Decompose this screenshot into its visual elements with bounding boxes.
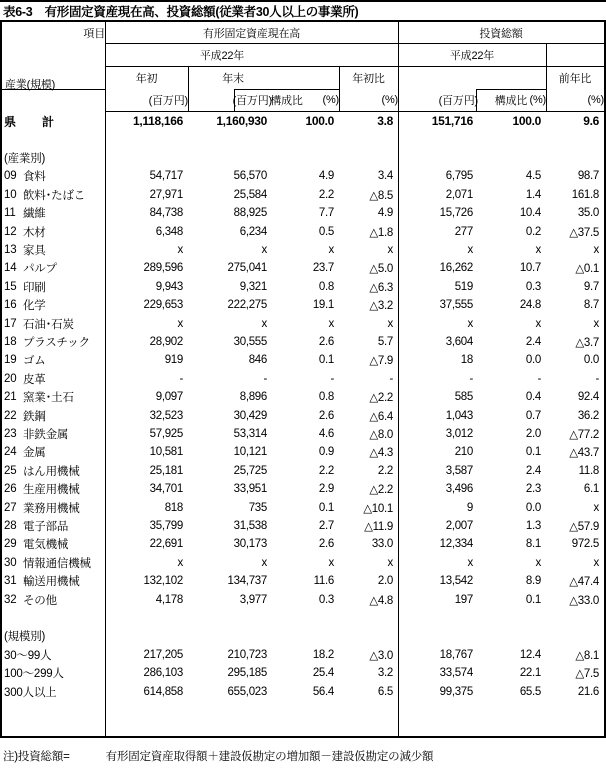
- table-cell: 12,334: [439, 538, 473, 551]
- table-cell: 295,185: [227, 667, 267, 680]
- row-label: 18 プラスチック: [4, 335, 90, 349]
- table-cell: 2,071: [445, 188, 473, 201]
- table-cell: △8.1: [575, 649, 599, 662]
- table-cell: △33.0: [569, 594, 599, 607]
- table-cell: 56.4: [312, 685, 334, 698]
- header-unit-begin-ratio: (%): [381, 94, 398, 106]
- table-cell: 655,023: [227, 685, 267, 698]
- row-label: 26 生産用機械: [4, 483, 80, 497]
- table-cell: △3.7: [575, 336, 599, 349]
- table-cell: 0.9: [318, 446, 334, 459]
- table-cell: 10.4: [519, 207, 541, 220]
- row-label: 24 金属: [4, 446, 46, 460]
- table-cell: 0.1: [318, 501, 334, 514]
- table-cell: △47.4: [569, 576, 599, 589]
- table-cell: 0.4: [525, 391, 541, 404]
- row-label: 27 業務用機械: [4, 501, 80, 515]
- table-cell: 25,725: [233, 464, 267, 477]
- table-cell: 2.6: [318, 538, 334, 551]
- row-label: 23 非鉄金属: [4, 427, 69, 441]
- table-cell: 16,262: [439, 262, 473, 275]
- table-cell: 8,896: [239, 391, 267, 404]
- header-col-prev-ratio: 前年比: [558, 72, 592, 85]
- table-cell: 10,121: [233, 446, 267, 459]
- table-cell: 1,043: [445, 409, 473, 422]
- table-cell: x: [593, 317, 599, 330]
- table-cell: 972.5: [571, 538, 599, 551]
- table-cell: 3.8: [377, 114, 393, 129]
- table-cell: 6.1: [583, 483, 599, 496]
- table-cell: △8.0: [369, 428, 393, 441]
- row-label: 29 電気機械: [4, 538, 69, 552]
- table-cell: 2.9: [318, 483, 334, 496]
- table-cell: 100.0: [305, 114, 334, 129]
- table-cell: x: [467, 243, 473, 256]
- industry-row: [2, 572, 604, 590]
- row-label: 11 繊維: [4, 207, 46, 221]
- table-cell: 9,097: [155, 391, 183, 404]
- table-cell: 846: [248, 354, 267, 367]
- table-cell: △4.8: [369, 594, 393, 607]
- table-cell: x: [328, 317, 334, 330]
- total-row: [2, 112, 604, 130]
- table-cell: x: [261, 556, 267, 569]
- header-col-begin-ratio: 年初比: [352, 72, 385, 85]
- table-cell: 2.6: [318, 335, 334, 348]
- table-cell: x: [535, 556, 541, 569]
- industry-row: [2, 167, 604, 185]
- table-cell: x: [467, 317, 473, 330]
- scale-row: [2, 664, 604, 682]
- industry-row: [2, 278, 604, 296]
- table-cell: 0.8: [318, 391, 334, 404]
- row-label: 25 はん用機械: [4, 464, 80, 478]
- table-cell: 4,178: [155, 593, 183, 606]
- table-cell: 3.4: [377, 170, 393, 183]
- table-cell: 36.2: [577, 409, 599, 422]
- header-group-investment: 投資総額: [479, 27, 523, 40]
- table-cell: 4.6: [318, 427, 334, 440]
- table-cell: 277: [454, 225, 473, 238]
- table-cell: 8.7: [583, 299, 599, 312]
- row-label: 32 その他: [4, 593, 57, 607]
- table-cell: 15,726: [439, 207, 473, 220]
- table-cell: 30,429: [233, 409, 267, 422]
- table-cell: 0.8: [318, 280, 334, 293]
- industry-row: [2, 535, 604, 553]
- table-cell: 919: [164, 354, 183, 367]
- table-cell: 1.4: [525, 188, 541, 201]
- industry-row: [2, 296, 604, 314]
- table-body: [2, 112, 604, 736]
- table-cell: 35,799: [149, 519, 183, 532]
- industry-row: [2, 351, 604, 369]
- table-cell: 11.8: [578, 464, 599, 477]
- table-cell: 3,604: [445, 335, 473, 348]
- table-cell: 0.0: [525, 501, 541, 514]
- table-cell: △5.0: [369, 263, 393, 276]
- table-cell: △3.2: [369, 300, 393, 313]
- table-cell: 134,737: [227, 575, 267, 588]
- table-cell: 100.0: [512, 114, 541, 129]
- table-cell: 0.1: [318, 354, 334, 367]
- table-cell: 33.0: [371, 538, 393, 551]
- table-cell: 4.9: [377, 207, 393, 220]
- table-cell: 614,858: [143, 685, 183, 698]
- header-col-end: 年末: [222, 72, 244, 85]
- table-cell: x: [387, 317, 393, 330]
- table-cell: △77.2: [569, 428, 599, 441]
- table-cell: 0.0: [525, 354, 541, 367]
- table-cell: -: [389, 372, 393, 385]
- row-label: 300人以上: [4, 686, 57, 699]
- table-cell: 53,314: [233, 427, 267, 440]
- table-cell: 2.3: [525, 483, 541, 496]
- table-cell: 21.6: [577, 685, 599, 698]
- table-cell: 210,723: [227, 648, 267, 661]
- table-cell: 18.2: [312, 648, 334, 661]
- row-label: 28 電子部品: [4, 519, 69, 533]
- table-cell: 132,102: [143, 575, 183, 588]
- table-title-bar: [0, 0, 606, 22]
- table-cell: 98.7: [577, 170, 599, 183]
- table-cell: 0.2: [525, 225, 541, 238]
- industry-row: [2, 204, 604, 222]
- table-cell: 18: [460, 354, 473, 367]
- industry-row: [2, 498, 604, 516]
- table-cell: 2,007: [445, 519, 473, 532]
- footnote-label: 注)投資総額=: [3, 750, 70, 763]
- table-cell: △7.5: [575, 668, 599, 681]
- table-cell: △6.3: [369, 281, 393, 294]
- table-cell: 37,555: [439, 299, 473, 312]
- table-cell: 3,012: [445, 427, 473, 440]
- table-cell: 9,943: [155, 280, 183, 293]
- table-cell: 65.5: [519, 685, 541, 698]
- table-cell: 32,523: [149, 409, 183, 422]
- table-cell: 12.4: [519, 648, 541, 661]
- industry-row: [2, 406, 604, 424]
- section-header-scale: [2, 627, 604, 645]
- table-cell: △8.5: [369, 189, 393, 202]
- row-label: (規模別): [4, 631, 46, 644]
- row-label: (産業別): [4, 152, 46, 165]
- row-label: 16 化学: [4, 299, 46, 313]
- table-cell: 6.5: [377, 685, 393, 698]
- table-cell: 9.6: [583, 114, 599, 129]
- table-cell: 286,103: [143, 667, 183, 680]
- table-cell: 2.2: [377, 464, 393, 477]
- table-cell: x: [535, 317, 541, 330]
- table-grid: [0, 22, 606, 738]
- table-cell: x: [387, 243, 393, 256]
- table-cell: 3,496: [445, 483, 473, 496]
- header-group-assets: 有形固定資産現在高: [202, 27, 301, 40]
- header-item-label: 項目: [83, 27, 105, 40]
- table-cell: 99,375: [439, 685, 473, 698]
- table-cell: 33,574: [439, 667, 473, 680]
- table-cell: 19.1: [312, 299, 334, 312]
- table-header: [2, 22, 604, 112]
- header-unit-share-investment: (%): [529, 94, 546, 106]
- table-cell: 27,971: [149, 188, 183, 201]
- header-unit-share-assets: (%): [322, 94, 339, 106]
- table-cell: 10,581: [149, 446, 183, 459]
- header-unit-end: (百万円): [232, 95, 272, 107]
- table-cell: 88,925: [233, 207, 267, 220]
- header-col-begin: 年初: [135, 72, 158, 85]
- table-cell: 8.9: [525, 575, 541, 588]
- table-cell: 34,701: [149, 483, 183, 496]
- row-label: 14 パルプ: [4, 262, 57, 276]
- table-cell: x: [177, 317, 183, 330]
- table-cell: 22,691: [149, 538, 183, 551]
- table-cell: 56,570: [233, 170, 267, 183]
- table-cell: △57.9: [569, 520, 599, 533]
- table-cell: 22.1: [519, 667, 541, 680]
- footnote: [0, 738, 606, 773]
- table-cell: 25,584: [233, 188, 267, 201]
- table-cell: 229,653: [143, 299, 183, 312]
- table-cell: 0.1: [525, 593, 541, 606]
- table-cell: 6,348: [155, 225, 183, 238]
- industry-row: [2, 314, 604, 332]
- industry-row: [2, 517, 604, 535]
- table-cell: 18,767: [439, 648, 473, 661]
- table-cell: 92.4: [577, 391, 599, 404]
- table-cell: 6,795: [445, 170, 473, 183]
- table-cell: 222,275: [227, 299, 267, 312]
- table-cell: △3.0: [369, 649, 393, 662]
- table-cell: 24.8: [519, 299, 541, 312]
- row-label: 17 石油･石炭: [4, 317, 74, 331]
- industry-row: [2, 590, 604, 608]
- industry-row: [2, 462, 604, 480]
- industry-row: [2, 554, 604, 572]
- industry-row: [2, 186, 604, 204]
- page-title: 表6-3 有形固定資産現在高、投資総額(従業者30人以上の事業所): [3, 5, 359, 19]
- table-cell: x: [593, 501, 599, 514]
- table-cell: 54,717: [149, 170, 183, 183]
- row-label: 15 印刷: [4, 280, 46, 294]
- table-cell: △2.2: [369, 392, 393, 405]
- table-cell: -: [537, 372, 541, 385]
- table-cell: 1,160,930: [216, 114, 267, 129]
- row-label: 100〜299人: [4, 668, 64, 681]
- table-cell: 197: [454, 593, 473, 606]
- scale-row: [2, 646, 604, 664]
- row-label: 31 輸送用機械: [4, 575, 80, 589]
- row-label: 09 食料: [4, 170, 46, 184]
- footnote-text: 有形固定資産取得額＋建設仮勘定の増加額－建設仮勘定の減少額: [105, 750, 434, 763]
- table-cell: 9: [466, 501, 473, 514]
- header-unit-investment: (百万円): [438, 95, 478, 107]
- table-cell: 0.3: [525, 280, 541, 293]
- industry-row: [2, 241, 604, 259]
- row-label: 19 ゴム: [4, 354, 46, 368]
- table-cell: -: [179, 372, 183, 385]
- row-label: 13 家具: [4, 243, 46, 257]
- table-cell: 2.0: [525, 427, 541, 440]
- table-cell: 3,587: [445, 464, 473, 477]
- table-cell: 5.7: [377, 335, 393, 348]
- industry-row: [2, 259, 604, 277]
- table-cell: x: [593, 556, 599, 569]
- table-cell: 3.2: [377, 667, 393, 680]
- scale-row: [2, 682, 604, 700]
- row-label: 10 飲料･たばこ: [4, 188, 86, 202]
- row-label: 30 情報通信機械: [4, 556, 91, 570]
- table-cell: △43.7: [569, 447, 599, 460]
- table-cell: 2.2: [318, 188, 334, 201]
- table-cell: △0.1: [575, 263, 599, 276]
- header-col-share-investment: 構成比: [494, 95, 528, 107]
- industry-row: [2, 370, 604, 388]
- table-cell: 2.2: [318, 464, 334, 477]
- table-cell: 275,041: [227, 262, 267, 275]
- table-cell: 1,118,166: [132, 114, 183, 129]
- table-cell: 519: [454, 280, 473, 293]
- table-cell: △2.2: [369, 484, 393, 497]
- table-cell: △10.1: [363, 502, 393, 515]
- table-cell: x: [177, 243, 183, 256]
- table-cell: 4.9: [318, 170, 334, 183]
- table-cell: x: [387, 556, 393, 569]
- table-cell: 0.0: [583, 354, 599, 367]
- table-cell: x: [261, 317, 267, 330]
- table-cell: -: [595, 372, 599, 385]
- table-cell: △6.4: [369, 410, 393, 423]
- table-cell: -: [469, 372, 473, 385]
- table-cell: 3,977: [239, 593, 267, 606]
- table-cell: 33,951: [233, 483, 267, 496]
- row-label: 21 窯業･土石: [4, 391, 74, 405]
- table-cell: 210: [454, 446, 473, 459]
- industry-row: [2, 443, 604, 461]
- table-cell: x: [261, 243, 267, 256]
- header-unit-prev-ratio: (%): [587, 94, 604, 106]
- table-cell: -: [330, 372, 334, 385]
- table-cell: 6,234: [239, 225, 267, 238]
- table-cell: x: [593, 243, 599, 256]
- table-cell: x: [177, 556, 183, 569]
- table-cell: 28,902: [149, 335, 183, 348]
- table-cell: 161.8: [571, 188, 599, 201]
- table-cell: 151,716: [431, 114, 473, 129]
- header-row-label: 産業(規模): [5, 79, 56, 91]
- table-cell: 30,555: [233, 335, 267, 348]
- table-cell: 23.7: [312, 262, 334, 275]
- table-cell: x: [328, 243, 334, 256]
- header-col-share-assets: 構成比: [270, 95, 303, 107]
- table-cell: x: [467, 556, 473, 569]
- section-header-industry: [2, 149, 604, 167]
- table-cell: 735: [248, 501, 267, 514]
- table-cell: 585: [454, 391, 473, 404]
- table-cell: 0.3: [318, 593, 334, 606]
- industry-row: [2, 333, 604, 351]
- table-cell: 0.5: [318, 225, 334, 238]
- table-cell: 2.4: [525, 464, 541, 477]
- table-cell: 13,542: [439, 575, 473, 588]
- table-cell: 0.1: [525, 446, 541, 459]
- table-cell: 2.6: [318, 409, 334, 422]
- row-label: 30〜99人: [4, 649, 52, 662]
- table-cell: 9,321: [239, 280, 267, 293]
- industry-row: [2, 222, 604, 240]
- table-cell: 2.7: [318, 519, 334, 532]
- table-cell: △1.8: [369, 226, 393, 239]
- header-unit-begin: (百万円): [148, 95, 188, 107]
- table-cell: 57,925: [149, 427, 183, 440]
- table-cell: 35.0: [577, 207, 599, 220]
- table-cell: 217,205: [143, 648, 183, 661]
- table-cell: 1.3: [525, 519, 541, 532]
- table-cell: 2.4: [525, 335, 541, 348]
- table-cell: 2.0: [377, 575, 393, 588]
- table-cell: 4.5: [525, 170, 541, 183]
- table-cell: △37.5: [569, 226, 599, 239]
- table-cell: 9.7: [583, 280, 599, 293]
- table-cell: 25,181: [149, 464, 183, 477]
- table-cell: △4.3: [369, 447, 393, 460]
- row-label: 県 計: [4, 114, 55, 129]
- table-cell: △7.9: [369, 355, 393, 368]
- table-cell: 84,738: [149, 207, 183, 220]
- table-cell: 289,596: [143, 262, 183, 275]
- industry-row: [2, 480, 604, 498]
- table-cell: 31,538: [233, 519, 267, 532]
- table-cell: x: [328, 556, 334, 569]
- table-cell: 0.7: [525, 409, 541, 422]
- row-label: 22 鉄鋼: [4, 409, 46, 423]
- header-year-assets: 平成22年: [199, 49, 245, 62]
- table-cell: △11.9: [364, 520, 393, 533]
- table-cell: 8.1: [525, 538, 541, 551]
- table-cell: 11.6: [313, 575, 334, 588]
- table-cell: 7.7: [318, 207, 334, 220]
- row-label: 12 木材: [4, 225, 46, 239]
- table-cell: 30,173: [233, 538, 267, 551]
- table-cell: 25.4: [312, 667, 334, 680]
- row-label: 20 皮革: [4, 372, 46, 386]
- industry-row: [2, 425, 604, 443]
- table-cell: x: [535, 243, 541, 256]
- table-cell: 10.7: [519, 262, 541, 275]
- industry-row: [2, 388, 604, 406]
- table-cell: 818: [164, 501, 183, 514]
- header-year-investment: 平成22年: [449, 49, 495, 62]
- table-cell: -: [263, 372, 267, 385]
